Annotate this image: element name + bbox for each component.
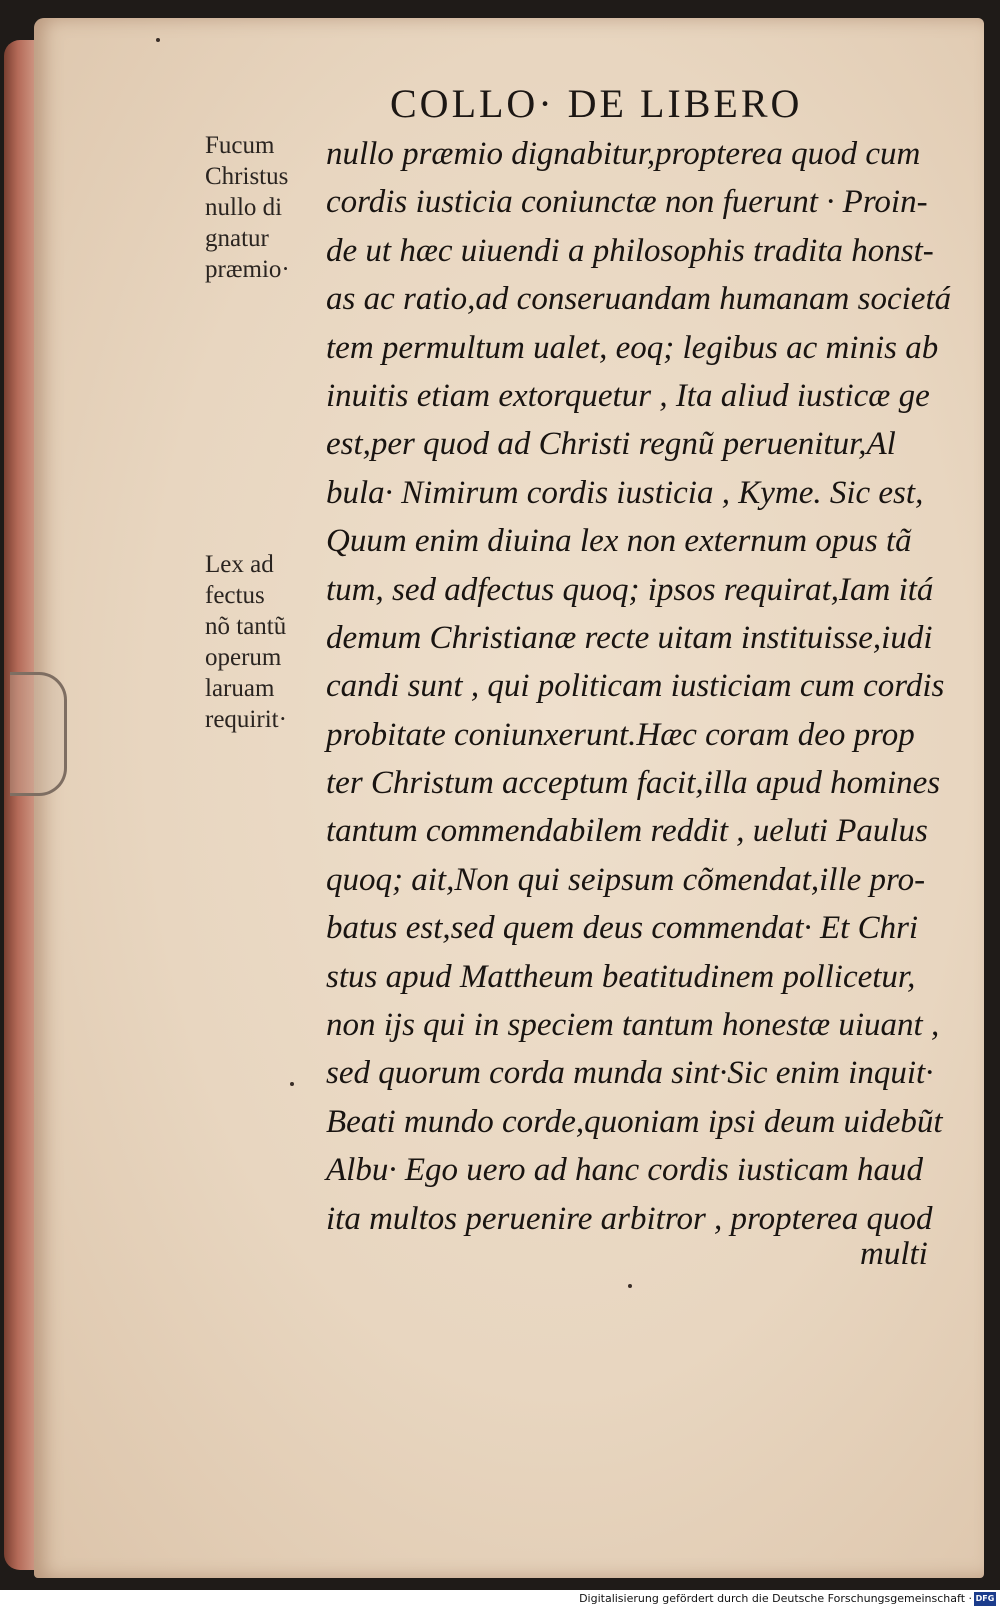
marginal-note-2 [205, 549, 320, 735]
marginal-note-line: præmio· [205, 256, 290, 283]
text-line: de ut hæc uiuendi a philosophis tradita honst- [326, 232, 934, 269]
catchword: multi [860, 1236, 928, 1272]
marginal-note-line: nullo di [205, 194, 283, 221]
text-line: tem permultum ualet, eoq; legibus ac minis ab [326, 329, 939, 366]
marginal-note-line: laruam [205, 675, 275, 702]
marginal-note-line: Lex ad [205, 551, 274, 578]
text-line: tum, sed adfectus quoq; ipsos requirat,Iam itá [326, 571, 934, 608]
page-clip [10, 672, 67, 796]
text-line: Beati mundo corde,quoniam ipsi deum uidebũt [326, 1103, 943, 1140]
text-line: Quum enim diuina lex non externum opus tã [326, 523, 912, 560]
text-line: demum Christianæ recte uitam instituisse,iudi [326, 619, 933, 656]
marginal-note-line: fectus [205, 582, 265, 609]
ink-speck [156, 38, 160, 42]
ink-speck [290, 1082, 294, 1086]
text-line: cordis iusticia coniunctæ non fuerunt · Proin- [326, 184, 928, 221]
text-line: stus apud Mattheum beatitudinem pollicetur, [326, 958, 916, 995]
text-line: non ijs qui in speciem tantum honestæ uiuant , [326, 1007, 940, 1044]
text-line: quoq; ait,Non qui seipsum cõmendat,ille pro- [326, 861, 926, 898]
running-head: COLLO· DE LIBERO [390, 81, 803, 126]
funding-credit: Digitalisierung gefördert durch die Deutsche Forschungsgemeinschaft · [579, 1592, 972, 1605]
marginal-note-line: Fucum [205, 132, 275, 159]
text-line: nullo præmio dignabitur,propterea quod cum [326, 136, 921, 172]
text-line: batus est,sed quem deus commendat· Et Chri [326, 910, 919, 947]
text-line: bula· Nimirum cordis iusticia , Kyme. Sic est, [326, 474, 924, 511]
text-line: as ac ratio,ad conseruandam humanam societá [326, 281, 952, 318]
marginal-note-line: operum [205, 644, 282, 671]
text-line: inuitis etiam extorquetur , Ita aliud iusticæ ge [326, 377, 930, 414]
marginal-note-line: Christus [205, 163, 289, 190]
text-line: Albu· Ego uero ad hanc cordis iusticam haud [326, 1152, 923, 1189]
marginal-note-1 [205, 130, 320, 285]
marginal-note-line: requirit· [205, 706, 287, 733]
text-line: sed quorum corda munda sint·Sic enim inquit· [326, 1055, 934, 1092]
text-line: candi sunt , qui politicam iusticiam cum cordis [326, 668, 945, 705]
text-line: tantum commendabilem reddit , ueluti Paulus [326, 813, 928, 850]
body-text [326, 130, 952, 1243]
dfg-logo: DFG [974, 1592, 996, 1606]
text-line: ita multos peruenire arbitror , propterea quod [326, 1200, 933, 1237]
ink-speck [628, 1284, 632, 1288]
text-line: est,per quod ad Christi regnũ peruenitur,Al [326, 426, 896, 463]
marginal-note-line: gnatur [205, 225, 269, 252]
marginal-notes [205, 130, 320, 735]
text-line: ter Christum acceptum facit,illa apud homines [326, 765, 941, 802]
marginal-note-line: nõ tantũ [205, 613, 287, 640]
text-line: probitate coniunxerunt.Hæc coram deo prop [326, 716, 915, 753]
